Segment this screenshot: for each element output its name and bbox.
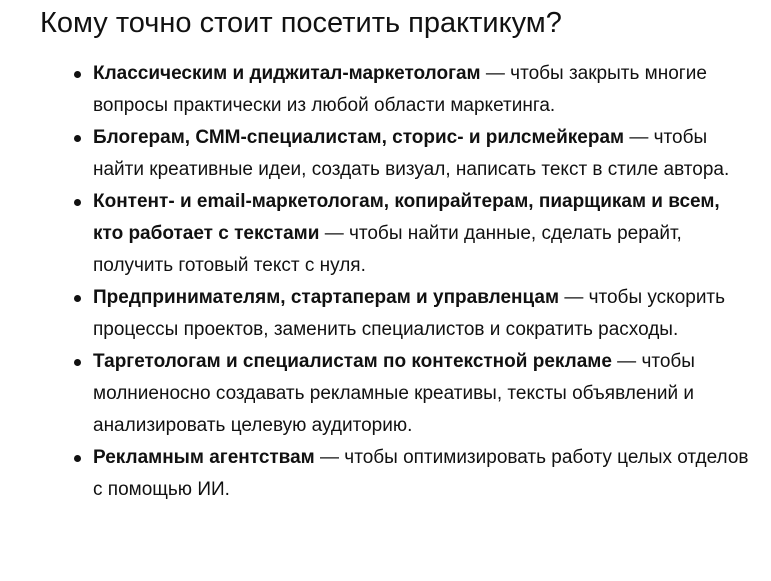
bullet-icon (74, 135, 81, 142)
item-text: — чтобы найти креативные идеи, создать визуал, написать текст в стиле автора. (93, 127, 730, 180)
list-item (0, 346, 753, 442)
item-text: — чтобы найти данные, сделать рерайт, получить готовый текст с нуля. (93, 223, 682, 276)
item-bold-text: Контент- и email-маркетологам, копирайтерам, пиарщикам и всем, кто работает с текстами (93, 191, 720, 244)
item-text: — чтобы закрыть многие вопросы практически из любой области маркетинга. (93, 63, 707, 116)
bullet-icon (74, 295, 81, 302)
page-heading: Кому точно стоит посетить практикум? (40, 7, 562, 39)
audience-list (0, 58, 771, 506)
bullet-icon (74, 71, 81, 78)
list-item (0, 282, 753, 346)
item-text: — чтобы молниеносно создавать рекламные креативы, тексты объявлений и анализировать целевую аудиторию. (93, 351, 695, 436)
item-bold-text: Блогерам, СММ-специалистам, сторис- и рилсмейкерам (93, 127, 625, 148)
list-item (0, 122, 753, 186)
item-bold-text: Таргетологам и специалистам по контекстной рекламе (93, 351, 612, 372)
bullet-icon (74, 455, 81, 462)
item-bold-text: Предпринимателям, стартаперам и управленцам (93, 287, 560, 308)
item-text: — чтобы оптимизировать работу целых отделов с помощью ИИ. (93, 447, 749, 500)
bullet-icon (74, 199, 81, 206)
bullet-icon (74, 359, 81, 366)
list-item (0, 186, 753, 282)
list-item (0, 58, 753, 122)
item-bold-text: Классическим и диджитал-маркетологам (93, 63, 481, 84)
item-bold-text: Рекламным агентствам (93, 447, 315, 468)
list-item (0, 442, 753, 506)
item-text: — чтобы ускорить процессы проектов, заменить специалистов и сократить расходы. (93, 287, 726, 340)
